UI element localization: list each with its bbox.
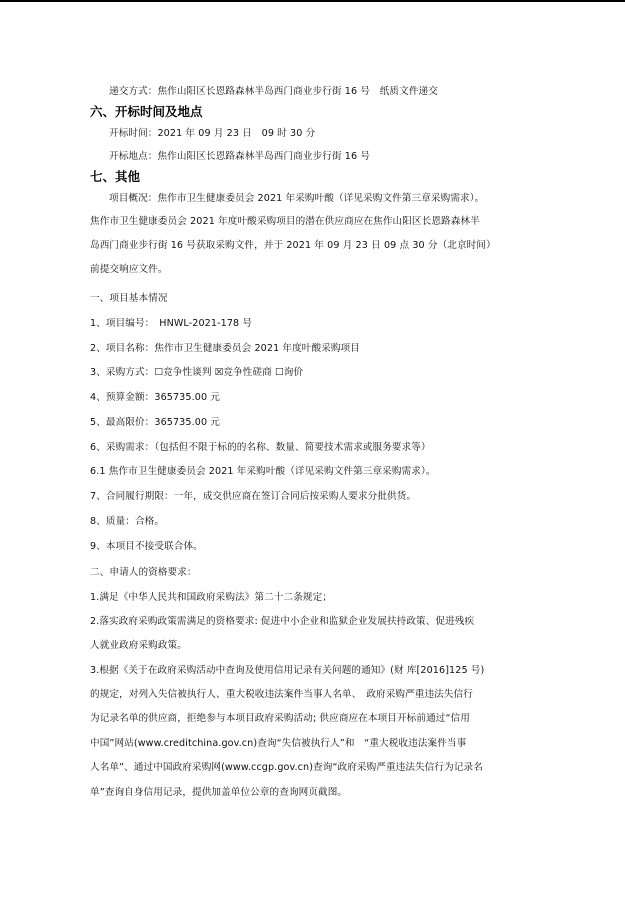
no-consortium: 9、本项目不接受联合体。 bbox=[90, 541, 203, 552]
project-name: 2、项目名称：焦作市卫生健康委员会 2021 年度叶酸采购项目 bbox=[90, 343, 360, 354]
procurement-method: 3、采购方式：☐竞争性谈判 ☒竞争性磋商 ☐询价 bbox=[90, 367, 304, 378]
overview-line-4: 前提交响应文件。 bbox=[90, 264, 168, 275]
qualification-item-2-line-1: 2.落实政府采购政策需满足的资格要求: 促进中小企业和监狱企业发展扶持政策、促进残疾 bbox=[90, 616, 475, 627]
requirement-6-1: 6.1 焦作市卫生健康委员会 2021 年采购叶酸（详见采购文件第三章采购需求）。 bbox=[90, 466, 436, 477]
qualification-item-3-line-4: 中国”网站(www.creditchina.gov.cn)查询“失信被执行人”和 “重大税收违法案件当事 bbox=[90, 738, 467, 749]
basic-info-heading: 一、项目基本情况 bbox=[90, 293, 168, 304]
procurement-requirements: 6、采购需求：（包括但不限于标的的名称、数量、简要技术需求或服务要求等） bbox=[90, 442, 431, 453]
qualification-heading: 二、申请人的资格要求： bbox=[90, 567, 197, 578]
qualification-item-3-line-3: 为记录名单的供应商，拒绝参与本项目政府采购活动; 供应商应在本项目开标前通过“信用 bbox=[90, 713, 470, 724]
qualification-item-3-line-2: 的规定，对列入失信被执行人、重大税收违法案件当事人名单、 政府采购严重违法失信行 bbox=[90, 689, 473, 700]
qualification-item-3-line-1: 3.根据《关于在政府采购活动中查询及使用信用记录有关问题的通知》(财 库[2016]125 号) bbox=[90, 665, 485, 676]
qualification-item-3-line-5: 人名单”、通过中国政府采购网(www.ccgp.gov.cn)查询“政府采购严重违法失信行为记录名 bbox=[90, 762, 483, 773]
qualification-item-2-line-2: 人就业政府采购政策。 bbox=[90, 640, 187, 651]
qualification-item-1: 1.满足《中华人民共和国政府采购法》第二十二条规定； bbox=[90, 592, 333, 603]
contract-period: 7、合同履行期限：一年，成交供应商在签订合同后按采购人要求分批供货。 bbox=[90, 491, 417, 502]
overview-line-3: 岛西门商业步行街 16 号获取采购文件，并于 2021 年 09 月 23 日 09 点 30 分（北京时间） bbox=[90, 240, 496, 251]
qualification-item-3-line-6: 单”查询自身信用记录，提供加盖单位公章的查询网页截图。 bbox=[90, 787, 348, 798]
max-price: 5、最高限价：365735.00 元 bbox=[90, 417, 220, 428]
budget-amount: 4、预算金额：365735.00 元 bbox=[90, 392, 220, 403]
quality: 8、质量：合格。 bbox=[90, 516, 165, 527]
overview-line-2: 焦作市卫生健康委员会 2021 年度叶酸采购项目的潜在供应商应在焦作山阳区长恩路森林半 bbox=[90, 216, 480, 227]
opening-time: 开标时间：2021 年 09 月 23 日 09 时 30 分 bbox=[109, 128, 316, 139]
submission-method: 递交方式：焦作山阳区长恩路森林半岛西门商业步行街 16 号 纸质文件递交 bbox=[109, 86, 438, 97]
section-7-heading: 七、其他 bbox=[90, 169, 141, 184]
overview-line-1: 项目概况：焦作市卫生健康委员会 2021 年采购叶酸（详见采购文件第三章采购需求）。 bbox=[109, 193, 485, 204]
project-number: 1、项目编号： HNWL-2021-178 号 bbox=[90, 318, 253, 329]
opening-place: 开标地点：焦作山阳区长恩路森林半岛西门商业步行街 16 号 bbox=[109, 151, 371, 162]
section-6-heading: 六、开标时间及地点 bbox=[90, 104, 203, 119]
